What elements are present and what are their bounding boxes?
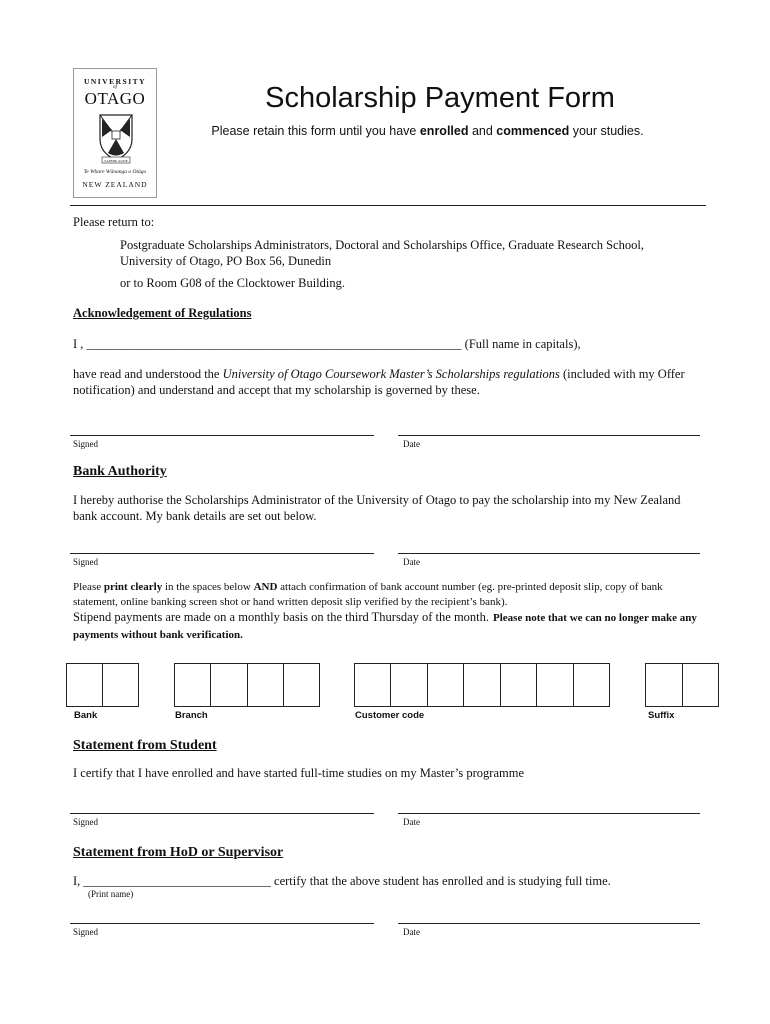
crest-icon: [96, 113, 136, 165]
customer-code-boxes[interactable]: [354, 663, 610, 707]
bank-instructions: [73, 580, 703, 610]
ack-signature-line[interactable]: [70, 435, 374, 436]
logo-maori: Te Whare Wānanga o Otāgo: [83, 169, 147, 175]
hod-signature-line[interactable]: [70, 923, 374, 924]
instr-text-3: attach confirmation of bank account number (eg. pre-printed deposit slip, copy of bank statement, online banking screen shot or hand written deposit slip verified by the recipient’s bank).: [73, 581, 663, 608]
ack-signed-label: Signed: [73, 439, 99, 449]
acknowledgement-heading: Acknowledgement of Regulations: [73, 306, 252, 320]
bank-heading: Bank Authority: [73, 464, 167, 479]
stipend-text: Stipend payments are made on a monthly basis on the third Thursday of the month.: [73, 610, 490, 624]
ack-date-label: Date: [403, 439, 420, 449]
student-date-line[interactable]: [398, 813, 700, 814]
instr-print-clearly: print clearly: [103, 581, 163, 593]
student-signed-label: Signed: [73, 817, 99, 827]
hod-date-label: Date: [403, 927, 420, 937]
bank-code-boxes[interactable]: [66, 663, 139, 707]
acknowledgement-text: [73, 366, 693, 398]
ack-text-1: have read and understood the: [73, 367, 223, 381]
branch-code-label: Branch: [175, 710, 208, 721]
ack-text-2: (included with my Offer notification) and understand and accept that my scholarship is governed by these.: [73, 367, 685, 397]
bank-text: I hereby authorise the Scholarships Administrator of the University of Otago to pay the scholarship into my New Zealand bank account. My bank details are set out below.: [73, 493, 681, 523]
logo-university: UNIVERSITY: [83, 77, 147, 86]
ack-date-line[interactable]: [398, 435, 700, 436]
subtitle-commenced: commenced: [496, 124, 570, 138]
student-text: I certify that I have enrolled and have started full-time studies on my Master’s programme: [73, 766, 525, 780]
suffix-code-label: Suffix: [648, 710, 675, 721]
logo-country: NEW ZEALAND: [82, 180, 148, 189]
bank-verification-note: Please note that we can no longer make any payments without bank verification.: [73, 612, 697, 641]
bank-signature-line[interactable]: [70, 553, 374, 554]
logo-motto: SAPERE AUDE: [104, 159, 128, 163]
subtitle-text-2: and: [468, 124, 497, 138]
instr-text-2: in the spaces below: [162, 581, 254, 593]
page-title: Scholarship Payment Form: [265, 82, 615, 114]
supervisor-name-field[interactable]: I, ______________________________ certify that the above student has enrolled and is studying full time.: [73, 874, 611, 888]
branch-code-boxes[interactable]: [174, 663, 320, 707]
student-heading: Statement from Student: [73, 738, 217, 753]
subtitle-enrolled: enrolled: [419, 124, 469, 138]
hod-date-line[interactable]: [398, 923, 700, 924]
bank-signed-label: Signed: [73, 557, 99, 567]
suffix-code-boxes[interactable]: [645, 663, 719, 707]
return-label: Please return to:: [73, 215, 155, 229]
logo-of: of: [113, 85, 117, 90]
hod-heading: Statement from HoD or Supervisor: [73, 845, 284, 860]
student-date-label: Date: [403, 817, 420, 827]
student-signature-line[interactable]: [70, 813, 374, 814]
instr-text-1: Please: [73, 581, 104, 593]
regulations-title: University of Otago Coursework Master’s Scholarships regulations: [222, 367, 560, 381]
subtitle-text-3: your studies.: [569, 124, 644, 138]
bank-code-label: Bank: [74, 710, 98, 721]
page-subtitle: [160, 124, 695, 138]
subtitle-text-1: Please retain this form until you have: [211, 124, 420, 138]
logo-otago: OTAGO: [84, 89, 146, 108]
return-alt: or to Room G08 of the Clocktower Building.: [120, 276, 345, 290]
print-name-label: (Print name): [88, 889, 134, 899]
customer-code-label: Customer code: [355, 710, 425, 721]
full-name-field[interactable]: I , ____________________________________________________________ (Full name in capitals),: [73, 337, 581, 351]
header-divider: [70, 205, 706, 206]
stipend-info: [73, 609, 703, 643]
bank-date-line[interactable]: [398, 553, 700, 554]
hod-signed-label: Signed: [73, 927, 99, 937]
instr-and: AND: [253, 581, 278, 593]
university-logo: [73, 68, 157, 198]
return-address: Postgraduate Scholarships Administrators, Doctoral and Scholarships Office, Graduate Research School, University of Otago, PO Box 56, Dunedin: [120, 238, 644, 268]
bank-date-label: Date: [403, 557, 420, 567]
